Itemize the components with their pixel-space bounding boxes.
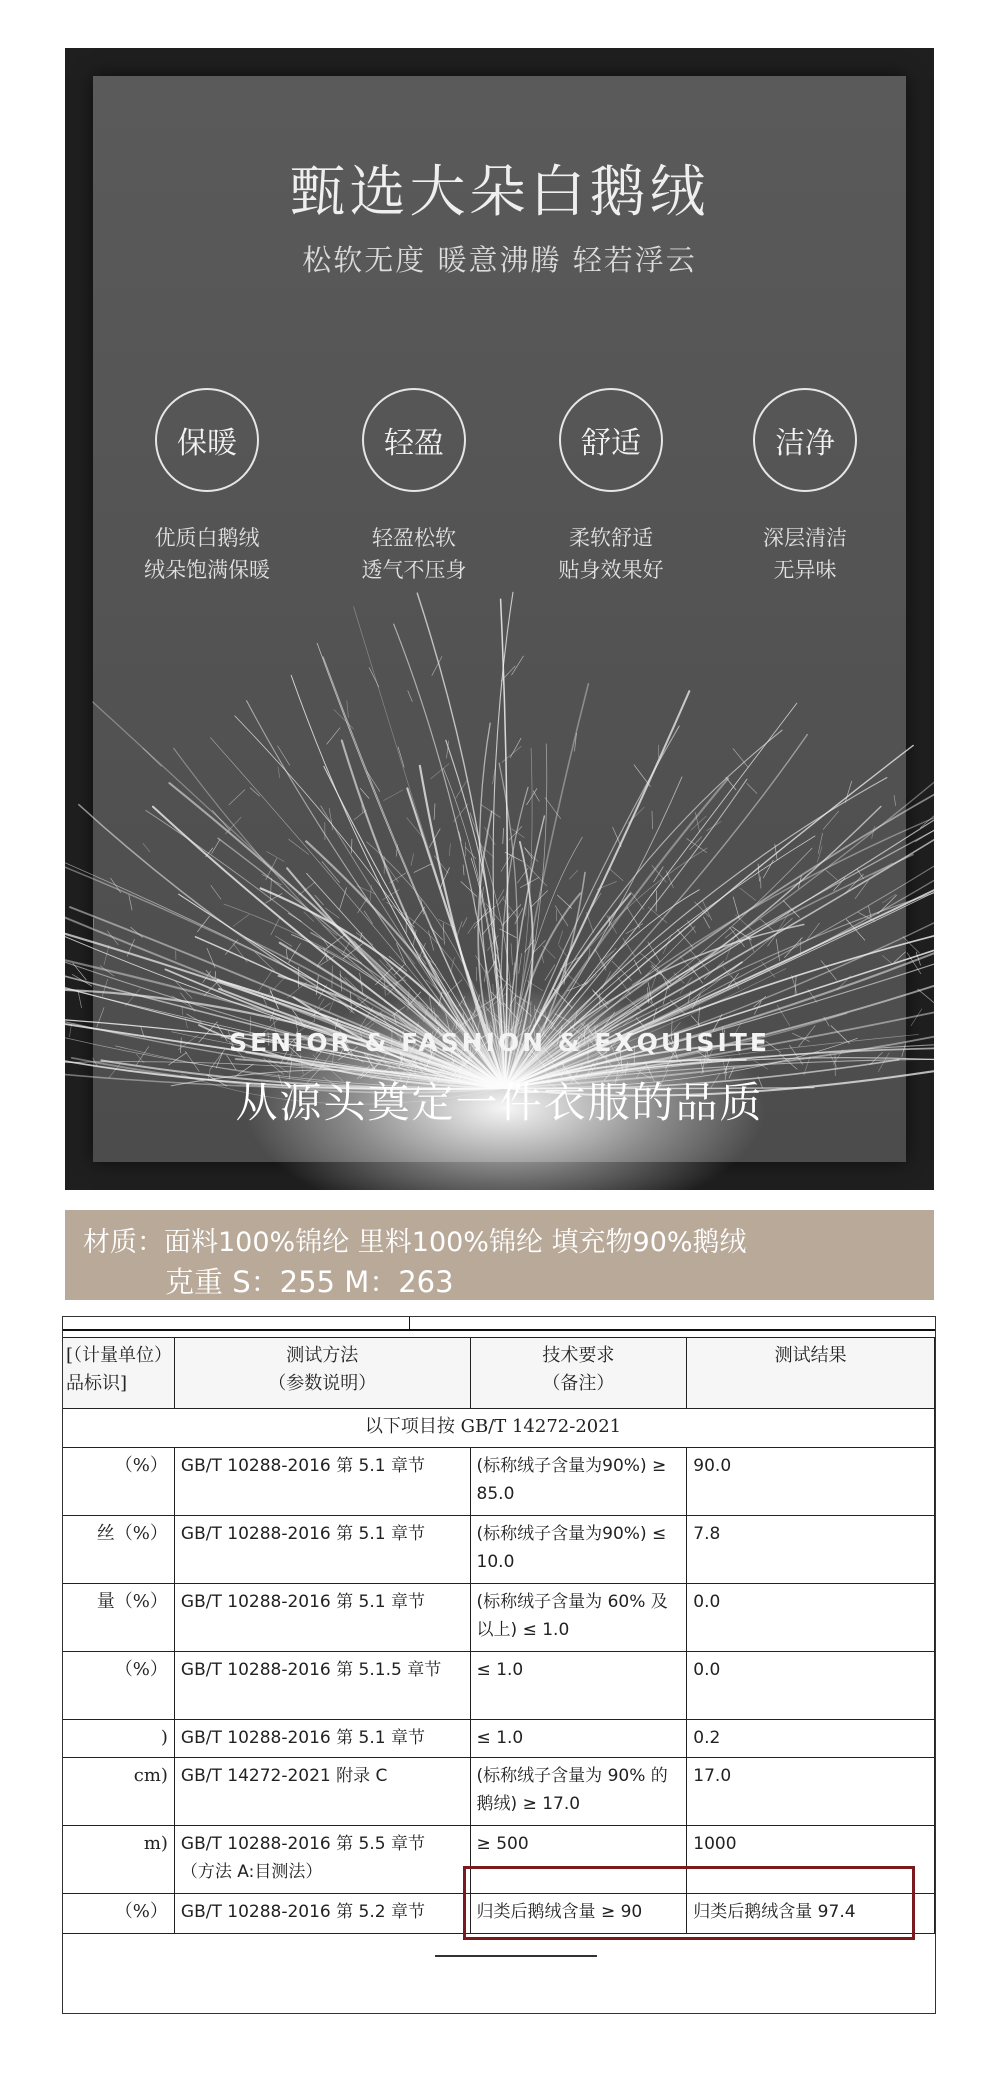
garment-weight: 克重 S：255 M：263: [165, 1265, 454, 1299]
table-row: [62, 1758, 935, 1826]
cell-requirement: (标称绒子含量为 60% 及以上) ≤ 1.0: [470, 1584, 687, 1652]
light-badge-icon: 轻盈: [362, 388, 466, 492]
feature-desc: 轻盈松软 透气不压身: [361, 526, 467, 582]
cell-method: GB/T 10288-2016 第 5.1 章节: [174, 1516, 470, 1584]
header-method: 测试方法 （参数说明）: [174, 1338, 470, 1409]
cell-result: 归类后鹅绒含量 97.4: [687, 1894, 935, 1934]
cell-result: 0.0: [687, 1584, 935, 1652]
material-composition: 材质：面料100%锦纶 里料100%锦纶 填充物90%鹅绒: [83, 1227, 747, 1258]
table-row: [62, 1720, 935, 1758]
cell-requirement: (标称绒子含量为 90% 的鹅绒) ≥ 17.0: [470, 1758, 687, 1826]
cell-requirement: (标称绒子含量为90%) ≥ 85.0: [470, 1448, 687, 1516]
cell-method: GB/T 14272-2021 附录 C: [174, 1758, 470, 1826]
cell-method: GB/T 10288-2016 第 5.1.5 章节: [174, 1652, 470, 1720]
standard-band: 以下项目按 GB/T 14272-2021: [62, 1409, 935, 1448]
cell-method: GB/T 10288-2016 第 5.1 章节: [174, 1448, 470, 1516]
cell-method: GB/T 10288-2016 第 5.1 章节: [174, 1584, 470, 1652]
cell-item: ): [62, 1720, 174, 1758]
table-row: [62, 1516, 935, 1584]
material-bar: [65, 1210, 934, 1300]
table-row: [62, 1652, 935, 1720]
cell-result: 0.0: [687, 1652, 935, 1720]
cell-item: cm): [62, 1758, 174, 1826]
cell-item: （%）: [62, 1894, 174, 1934]
cell-item: 量（%）: [62, 1584, 174, 1652]
header-item: [（计量单位） 品标识]: [62, 1338, 174, 1409]
warm-badge-icon: 保暖: [155, 388, 259, 492]
header-result: 测试结果: [687, 1338, 935, 1409]
cell-method: GB/T 10288-2016 第 5.1 章节: [174, 1720, 470, 1758]
cell-item: （%）: [62, 1448, 174, 1516]
hero-banner: [65, 48, 934, 1190]
cell-method: GB/T 10288-2016 第 5.2 章节: [174, 1894, 470, 1934]
feature-comfort: [511, 388, 711, 586]
cell-result: 17.0: [687, 1758, 935, 1826]
header-requirement: 技术要求 （备注）: [470, 1338, 687, 1409]
table-header-row: [62, 1338, 935, 1409]
feature-desc: 优质白鹅绒 绒朵饱满保暖: [144, 526, 270, 582]
table-row: [62, 1448, 935, 1516]
hero-title: 甄选大朵白鹅绒: [289, 160, 710, 225]
cell-item: m): [62, 1826, 174, 1894]
standard-band-row: [62, 1409, 935, 1448]
divider: [63, 1329, 935, 1331]
cell-item: 丝（%）: [62, 1516, 174, 1584]
cell-requirement: ≥ 500: [470, 1826, 687, 1894]
end-rule: [435, 1955, 597, 1957]
report-table: [62, 1337, 935, 1934]
cell-requirement: ≤ 1.0: [470, 1720, 687, 1758]
feature-desc: 深层清洁 无异味: [763, 526, 847, 582]
cell-result: 0.2: [687, 1720, 935, 1758]
cell-result: 1000: [687, 1826, 935, 1894]
feature-warm: [107, 388, 307, 586]
hero-subtitle: 松软无度 暖意沸腾 轻若浮云: [302, 243, 697, 277]
cell-result: 90.0: [687, 1448, 935, 1516]
clean-badge-icon: 洁净: [753, 388, 857, 492]
divider: [409, 1317, 410, 1329]
cell-requirement: 归类后鹅绒含量 ≥ 90: [470, 1894, 687, 1934]
cell-result: 7.8: [687, 1516, 935, 1584]
feature-clean: [705, 388, 905, 586]
cell-method: GB/T 10288-2016 第 5.5 章节 （方法 A:目测法）: [174, 1826, 470, 1894]
comfort-badge-icon: 舒适: [559, 388, 663, 492]
feature-light: [314, 388, 514, 586]
test-report-table: [62, 1316, 936, 2014]
highlight-box: [463, 1866, 915, 1940]
table-row: [62, 1584, 935, 1652]
cell-requirement: ≤ 1.0: [470, 1652, 687, 1720]
feature-desc: 柔软舒适 贴身效果好: [558, 526, 664, 582]
cell-item: （%）: [62, 1652, 174, 1720]
tagline-english: SENIOR & FASHION & EXQUISITE: [229, 1028, 770, 1057]
cell-requirement: (标称绒子含量为90%) ≤ 10.0: [470, 1516, 687, 1584]
tagline-chinese: 从源头奠定一件衣服的品质: [235, 1078, 764, 1127]
